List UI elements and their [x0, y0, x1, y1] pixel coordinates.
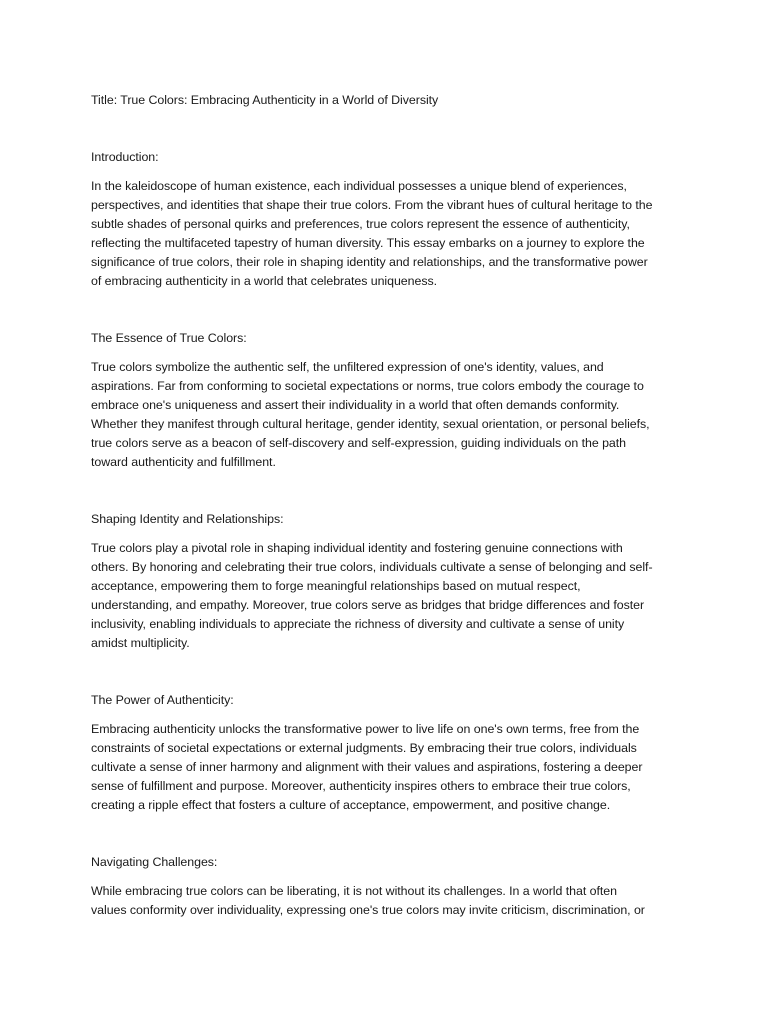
paragraph-line: reflecting the multifaceted tapestry of human diversity. This essay embarks on a journey to explore the [91, 236, 645, 250]
section-heading-authenticity: The Power of Authenticity: [91, 693, 234, 707]
paragraph-line: creating a ripple effect that fosters a culture of acceptance, empowerment, and positive change. [91, 798, 611, 812]
paragraph-line: True colors symbolize the authentic self, the unfiltered expression of one's identity, values, and [91, 360, 604, 374]
paragraph-essence [91, 358, 691, 472]
section-heading-identity: Shaping Identity and Relationships: [91, 512, 284, 526]
paragraph-line: While embracing true colors can be liberating, it is not without its challenges. In a world that often [91, 884, 617, 898]
paragraph-challenges [91, 882, 691, 920]
document-title: Title: True Colors: Embracing Authenticity in a World of Diversity [91, 93, 439, 107]
paragraph-line: of embracing authenticity in a world that celebrates uniqueness. [91, 274, 438, 288]
paragraph-line: subtle shades of personal quirks and preferences, true colors represent the essence of authenticity, [91, 217, 630, 231]
paragraph-line: inclusivity, enabling individuals to appreciate the richness of diversity and cultivate a sense of unity [91, 617, 625, 631]
paragraph-line: values conformity over individuality, expressing one's true colors may invite criticism, discrimination, or [91, 903, 645, 917]
paragraph-line: understanding, and empathy. Moreover, true colors serve as bridges that bridge differences and foster [91, 598, 645, 612]
paragraph-line: true colors serve as a beacon of self-discovery and self-expression, guiding individuals on the path [91, 436, 626, 450]
paragraph-line: aspirations. Far from conforming to societal expectations or norms, true colors embody the courage to [91, 379, 644, 393]
paragraph-line: toward authenticity and fulfillment. [91, 455, 276, 469]
paragraph-authenticity [91, 720, 691, 815]
paragraph-line: Embracing authenticity unlocks the transformative power to live life on one's own terms, free from the [91, 722, 640, 736]
paragraph-line: perspectives, and identities that shape their true colors. From the vibrant hues of cultural heritage to the [91, 198, 653, 212]
paragraph-introduction [91, 177, 691, 291]
paragraph-line: sense of fulfillment and purpose. Moreover, authenticity inspires others to embrace their true colors, [91, 779, 631, 793]
paragraph-line: cultivate a sense of inner harmony and alignment with their values and aspirations, fostering a deeper [91, 760, 643, 774]
paragraph-line: amidst multiplicity. [91, 636, 190, 650]
paragraph-line: True colors play a pivotal role in shaping individual identity and fostering genuine connections with [91, 541, 623, 555]
paragraph-identity [91, 539, 691, 653]
paragraph-line: constraints of societal expectations or external judgments. By embracing their true colors, individuals [91, 741, 637, 755]
paragraph-line: significance of true colors, their role in shaping identity and relationships, and the transformative power [91, 255, 648, 269]
section-heading-challenges: Navigating Challenges: [91, 855, 218, 869]
section-heading-essence: The Essence of True Colors: [91, 331, 247, 345]
paragraph-line: Whether they manifest through cultural heritage, gender identity, sexual orientation, or personal beliefs, [91, 417, 650, 431]
paragraph-line: others. By honoring and celebrating their true colors, individuals cultivate a sense of belonging and self- [91, 560, 653, 574]
paragraph-line: acceptance, empowering them to forge meaningful relationships based on mutual respect, [91, 579, 581, 593]
section-heading-introduction: Introduction: [91, 150, 159, 164]
document-body [91, 91, 691, 958]
paragraph-line: In the kaleidoscope of human existence, each individual possesses a unique blend of experiences, [91, 179, 627, 193]
paragraph-line: embrace one's uniqueness and assert their individuality in a world that often demands conformity. [91, 398, 620, 412]
